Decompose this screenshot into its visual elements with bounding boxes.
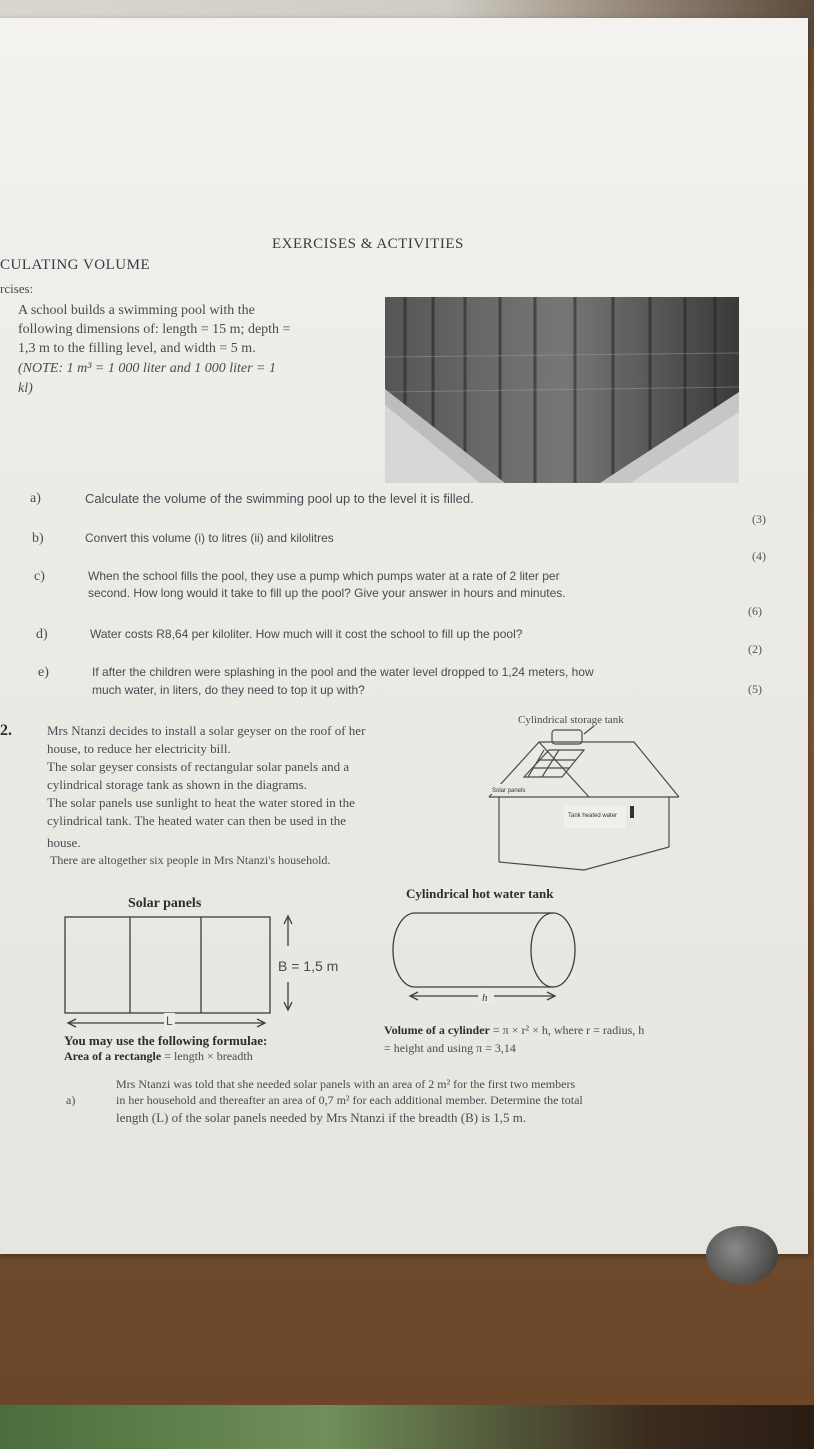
formula-intro: You may use the following formulae: xyxy=(64,1033,268,1048)
q2-part-a-text: Mrs Ntanzi was told that she needed solar panels with an area of 2 m² for the first two members xyxy=(116,1077,576,1091)
solar-panels-title: Solar panels xyxy=(128,896,202,911)
house-diagram xyxy=(484,722,684,872)
section-heading: CULATING VOLUME xyxy=(0,257,151,273)
cylinder-h-label: h xyxy=(482,992,488,1004)
q2-intro-line: The solar panels use sunlight to heat the water stored in the xyxy=(47,795,355,810)
q1-part-c-label: c) xyxy=(34,569,45,584)
house-panel-label: Solar panels xyxy=(492,788,526,794)
q2-intro-line: house, to reduce her electricity bill. xyxy=(47,741,231,756)
q1-part-e-mark: (5) xyxy=(748,682,762,696)
q2-part-a-label: a) xyxy=(66,1093,76,1107)
house-diagram-caption: Cylindrical storage tank xyxy=(518,714,624,726)
q1-intro-line: A school builds a swimming pool with the xyxy=(18,303,255,318)
q1-part-e-text: If after the children were splashing in the pool and the water level dropped to 1,24 meters, how xyxy=(92,665,594,679)
q1-intro-line: 1,3 m to the filling level, and width = 5 m. xyxy=(18,341,256,356)
q2-part-a-text: in her household and thereafter an area of 0,7 m² for each additional member. Determine the total xyxy=(116,1093,583,1107)
section-subheading: rcises: xyxy=(0,281,34,296)
q1-intro-note: kl) xyxy=(18,381,33,396)
formula-cylinder-line2: = height and using π = 3,14 xyxy=(384,1041,516,1055)
q1-part-b-text: Convert this volume (i) to litres (ii) and kilolitres xyxy=(85,531,334,545)
q1-part-c-text: second. How long would it take to fill up the pool? Give your answer in hours and minutes. xyxy=(88,586,566,600)
formula-rectangle-expression: = length × breadth xyxy=(161,1049,253,1063)
q2-part-a-text: length (L) of the solar panels needed by Mrs Ntanzi if the breadth (B) is 1,5 m. xyxy=(116,1110,527,1125)
background-floor xyxy=(0,1405,814,1449)
q1-part-b-mark: (4) xyxy=(752,549,766,563)
formula-rectangle xyxy=(64,1048,253,1065)
q1-part-a-label: a) xyxy=(30,491,41,506)
page-title: EXERCISES & ACTIVITIES xyxy=(272,236,464,252)
q1-part-c-text: When the school fills the pool, they use a pump which pumps water at a rate of 2 liter per xyxy=(88,569,560,583)
coin-object xyxy=(706,1226,778,1284)
q1-part-e-label: e) xyxy=(38,665,49,680)
q2-intro-line: Mrs Ntanzi decides to install a solar geyser on the roof of her xyxy=(47,723,366,738)
q2-number: 2. xyxy=(0,722,12,739)
house-tank-label: Tank heated water xyxy=(568,813,618,819)
q1-intro-line: following dimensions of: length = 15 m; depth = xyxy=(18,322,291,337)
cylinder-diagram xyxy=(385,905,585,1010)
q1-intro-note: (NOTE: 1 m³ = 1 000 liter and 1 000 liter = 1 xyxy=(18,361,276,376)
q1-part-d-text: Water costs R8,64 per kiloliter. How much will it cost the school to fill up the pool? xyxy=(90,627,523,641)
q1-part-c-mark: (6) xyxy=(748,604,762,618)
q1-part-b-label: b) xyxy=(32,531,44,546)
formula-rectangle-name: Area of a rectangle xyxy=(64,1049,162,1063)
q1-part-a-text: Calculate the volume of the swimming pool up to the level it is filled. xyxy=(85,491,474,506)
q1-part-e-text: much water, in liters, do they need to top it up with? xyxy=(92,683,365,697)
q2-intro-line: There are altogether six people in Mrs Ntanzi's household. xyxy=(50,853,331,867)
formula-cylinder xyxy=(384,1022,644,1039)
formula-cylinder-expression: = π × r² × h, where r = radius, h xyxy=(489,1023,645,1037)
q2-intro-line: cylindrical tank. The heated water can then be used in the xyxy=(47,813,346,828)
formula-cylinder-name: Volume of a cylinder xyxy=(384,1023,490,1037)
swimming-pool-photo xyxy=(385,297,739,483)
length-label: L xyxy=(166,1014,173,1028)
q2-intro-line: The solar geyser consists of rectangular solar panels and a xyxy=(47,759,350,774)
q2-intro-line: cylindrical storage tank as shown in the diagrams. xyxy=(47,777,307,792)
q1-part-d-label: d) xyxy=(36,627,48,642)
breadth-label: B = 1,5 m xyxy=(278,958,339,974)
cylinder-title: Cylindrical hot water tank xyxy=(406,886,554,901)
q2-intro-line: house. xyxy=(47,835,81,850)
q1-part-a-mark: (3) xyxy=(752,512,766,526)
q1-part-d-mark: (2) xyxy=(748,642,762,656)
